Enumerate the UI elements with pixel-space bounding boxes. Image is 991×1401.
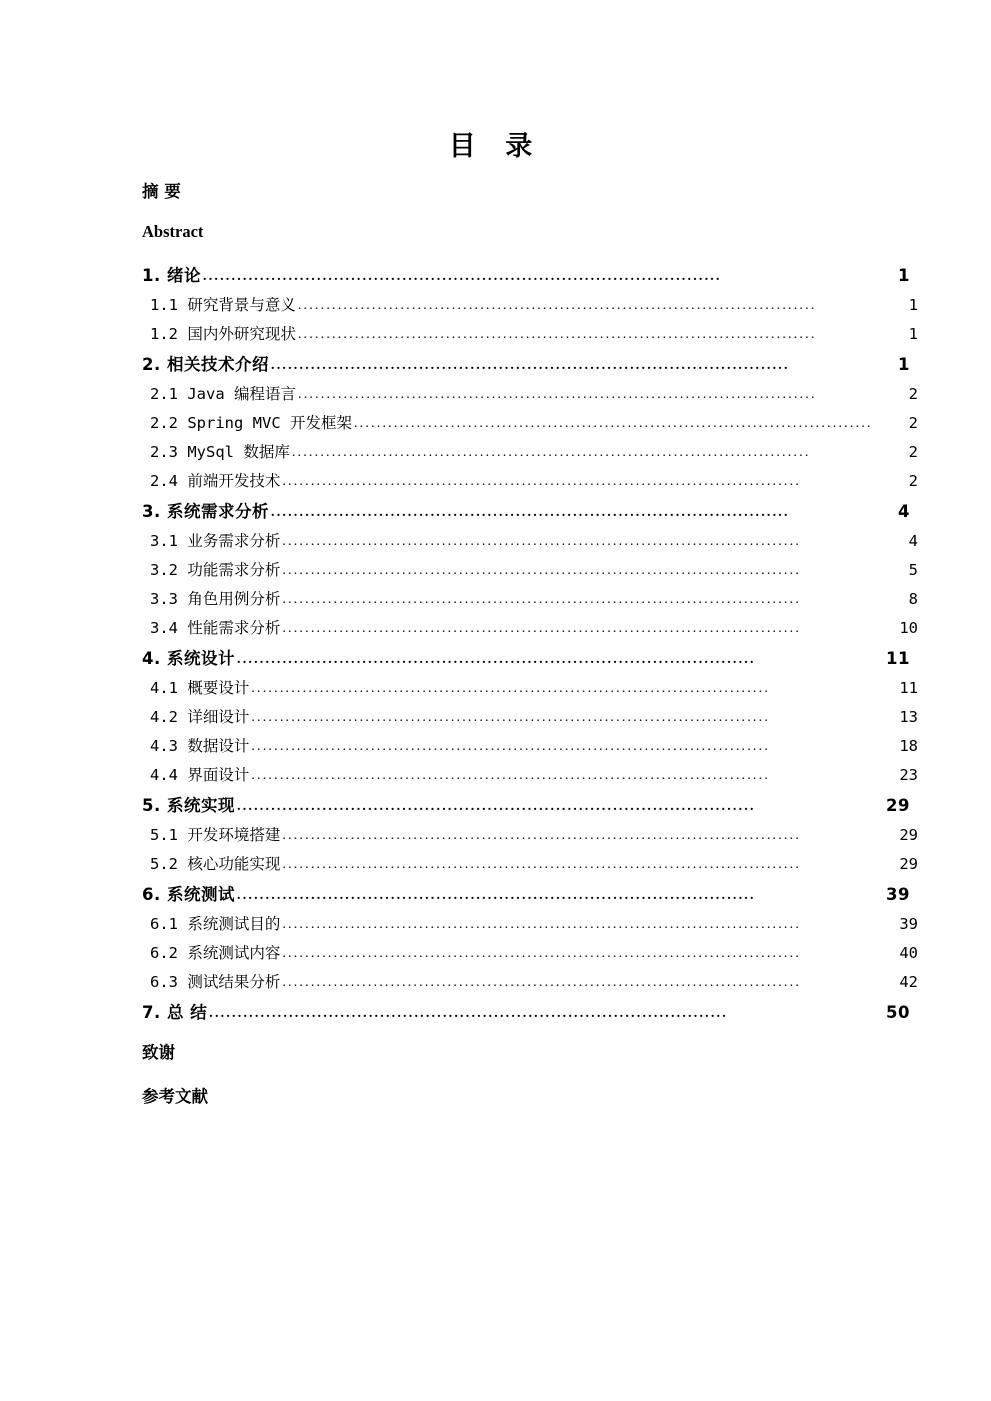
toc-entry-section-3-4[interactable] [142, 616, 918, 638]
toc-entry-page: 29 [899, 826, 918, 844]
toc-entry-abstract-cn[interactable] [142, 178, 910, 202]
toc-entry-label: 1. 绪论 [142, 266, 201, 285]
leader-dots: ........................................................................................... [282, 828, 802, 843]
toc-entry-label: 1.2 国内外研究现状 [150, 325, 296, 343]
toc-entry-page: 18 [899, 737, 918, 755]
toc-entry-section-4-3[interactable] [142, 734, 918, 756]
toc-entry-page: 8 [908, 590, 918, 608]
toc-entry-label: 致谢 [142, 1043, 175, 1062]
toc-entry-label: Abstract [142, 222, 204, 241]
toc-entry-page: 4 [908, 532, 918, 550]
leader-dots: ........................................................................................... [297, 298, 817, 313]
toc-entry-section-4-1[interactable] [142, 676, 918, 698]
toc-entry-page: 1 [898, 266, 910, 285]
toc-entry-chapter-1[interactable] [142, 262, 910, 286]
toc-entry-label: 4.4 界面设计 [150, 766, 250, 784]
leader-dots: ........................................................................................... [251, 681, 771, 696]
toc-entry-label: 6.1 系统测试目的 [150, 915, 281, 933]
toc-entry-label: 2.3 MySql 数据库 [150, 443, 290, 461]
toc-entry-page: 1 [908, 296, 918, 314]
toc-entry-acknowledgement[interactable] [142, 1039, 910, 1063]
toc-entry-page: 4 [898, 502, 910, 521]
leader-dots: ........................................................................................... [282, 563, 802, 578]
toc-entry-label: 4. 系统设计 [142, 649, 235, 668]
leader-dots: ........................................................................................... [298, 387, 817, 402]
leader-dots: ........................................................................................... [251, 739, 771, 754]
toc-entry-label: 3.3 角色用例分析 [150, 590, 281, 608]
leader-dots: ........................................................................................... [291, 445, 811, 460]
toc-entry-section-4-4[interactable] [142, 763, 918, 785]
toc-entry-label: 7. 总 结 [142, 1003, 208, 1022]
toc-entry-page: 1 [908, 325, 918, 343]
toc-entry-chapter-3[interactable] [142, 498, 910, 522]
toc-entry-page: 1 [898, 355, 910, 374]
toc-entry-label: 3.2 功能需求分析 [150, 561, 281, 579]
toc-entry-page: 29 [899, 855, 918, 873]
toc-entry-page: 11 [886, 649, 910, 668]
toc-entry-page: 2 [908, 385, 918, 403]
toc-entry-chapter-5[interactable] [142, 792, 910, 816]
toc-entry-label: 2.1 Java 编程语言 [150, 385, 296, 403]
toc-entry-page: 2 [908, 443, 918, 461]
toc-entry-label: 2.2 Spring MVC 开发框架 [150, 414, 352, 432]
leader-dots: ........................................................................................... [282, 621, 802, 636]
toc-entry-page: 2 [908, 472, 918, 490]
leader-dots: ........................................................................................... [237, 652, 756, 667]
toc-entry-label: 5. 系统实现 [142, 796, 235, 815]
toc-entry-label: 4.2 详细设计 [150, 708, 250, 726]
toc-entry-label: 1.1 研究背景与意义 [150, 296, 296, 314]
toc-entry-page: 13 [899, 708, 918, 726]
toc-entry-page: 11 [899, 679, 918, 697]
toc-entry-section-5-2[interactable] [142, 852, 918, 874]
toc-entry-chapter-4[interactable] [142, 645, 910, 669]
toc-entry-section-3-2[interactable] [142, 558, 918, 580]
toc-entry-page: 23 [899, 766, 918, 784]
toc-entry-label: 3.4 性能需求分析 [150, 619, 281, 637]
leader-dots: ........................................................................................... [282, 534, 802, 549]
toc-entry-chapter-2[interactable] [142, 351, 910, 375]
leader-dots: ........................................................................................... [282, 474, 802, 489]
leader-dots: ........................................................................................... [271, 358, 790, 373]
toc-entry-section-3-1[interactable] [142, 529, 918, 551]
leader-dots: ........................................................................................... [282, 592, 802, 607]
toc-entry-abstract-en[interactable] [142, 222, 910, 242]
toc-entry-page: 42 [899, 973, 918, 991]
toc-entry-references[interactable] [142, 1083, 910, 1107]
leader-dots: ........................................................................................... [237, 888, 756, 903]
toc-entry-section-4-2[interactable] [142, 705, 918, 727]
toc-entry-page: 29 [886, 796, 910, 815]
toc-entry-label: 6.3 测试结果分析 [150, 973, 281, 991]
toc-entry-label: 3. 系统需求分析 [142, 502, 269, 521]
toc-entry-label: 4.1 概要设计 [150, 679, 250, 697]
toc-entry-page: 10 [899, 619, 918, 637]
toc-entry-page: 5 [908, 561, 918, 579]
toc-entry-page: 39 [886, 885, 910, 904]
toc-entry-label: 5.1 开发环境搭建 [150, 826, 281, 844]
toc-entry-section-1-2[interactable] [142, 322, 918, 344]
toc-entry-section-3-3[interactable] [142, 587, 918, 609]
toc-entry-label: 3.1 业务需求分析 [150, 532, 281, 550]
toc-entry-label: 5.2 核心功能实现 [150, 855, 281, 873]
leader-dots: ........................................................................................... [282, 946, 802, 961]
toc-entry-page: 50 [886, 1003, 910, 1022]
toc-entry-chapter-7[interactable] [142, 999, 910, 1023]
toc-entry-page: 39 [899, 915, 918, 933]
leader-dots: ........................................................................................... [282, 975, 802, 990]
toc-entry-section-2-3[interactable] [142, 440, 918, 462]
toc-entry-section-6-3[interactable] [142, 970, 918, 992]
toc-entry-label: 摘 要 [142, 182, 181, 201]
toc-entry-label: 6. 系统测试 [142, 885, 235, 904]
toc-entry-label: 2.4 前端开发技术 [150, 472, 281, 490]
toc-entry-section-2-4[interactable] [142, 469, 918, 491]
toc-list [142, 178, 918, 1107]
leader-dots: ........................................................................................... [209, 1006, 728, 1021]
toc-entry-label: 2. 相关技术介绍 [142, 355, 269, 374]
toc-entry-label: 4.3 数据设计 [150, 737, 250, 755]
leader-dots: ........................................................................................... [282, 917, 802, 932]
leader-dots: ........................................................................................... [353, 416, 873, 431]
toc-entry-section-6-1[interactable] [142, 912, 918, 934]
leader-dots: ........................................................................................... [271, 505, 790, 520]
toc-entry-chapter-6[interactable] [142, 881, 910, 905]
page-title: 目 录 [448, 131, 543, 162]
toc-entry-section-2-1[interactable] [142, 382, 918, 404]
toc-entry-section-1-1[interactable] [142, 293, 918, 315]
leader-dots: ........................................................................................... [203, 269, 722, 284]
toc-entry-page: 40 [899, 944, 918, 962]
toc-entry-label: 6.2 系统测试内容 [150, 944, 281, 962]
leader-dots: ........................................................................................... [297, 327, 817, 342]
toc-entry-section-6-2[interactable] [142, 941, 918, 963]
leader-dots: ........................................................................................... [251, 710, 771, 725]
toc-entry-label: 参考文献 [142, 1087, 208, 1106]
leader-dots: ........................................................................................... [282, 857, 802, 872]
toc-entry-section-5-1[interactable] [142, 823, 918, 845]
leader-dots: ........................................................................................... [237, 799, 756, 814]
toc-entry-section-2-2[interactable] [142, 411, 918, 433]
toc-entry-page: 2 [908, 414, 918, 432]
leader-dots: ........................................................................................... [251, 768, 771, 783]
